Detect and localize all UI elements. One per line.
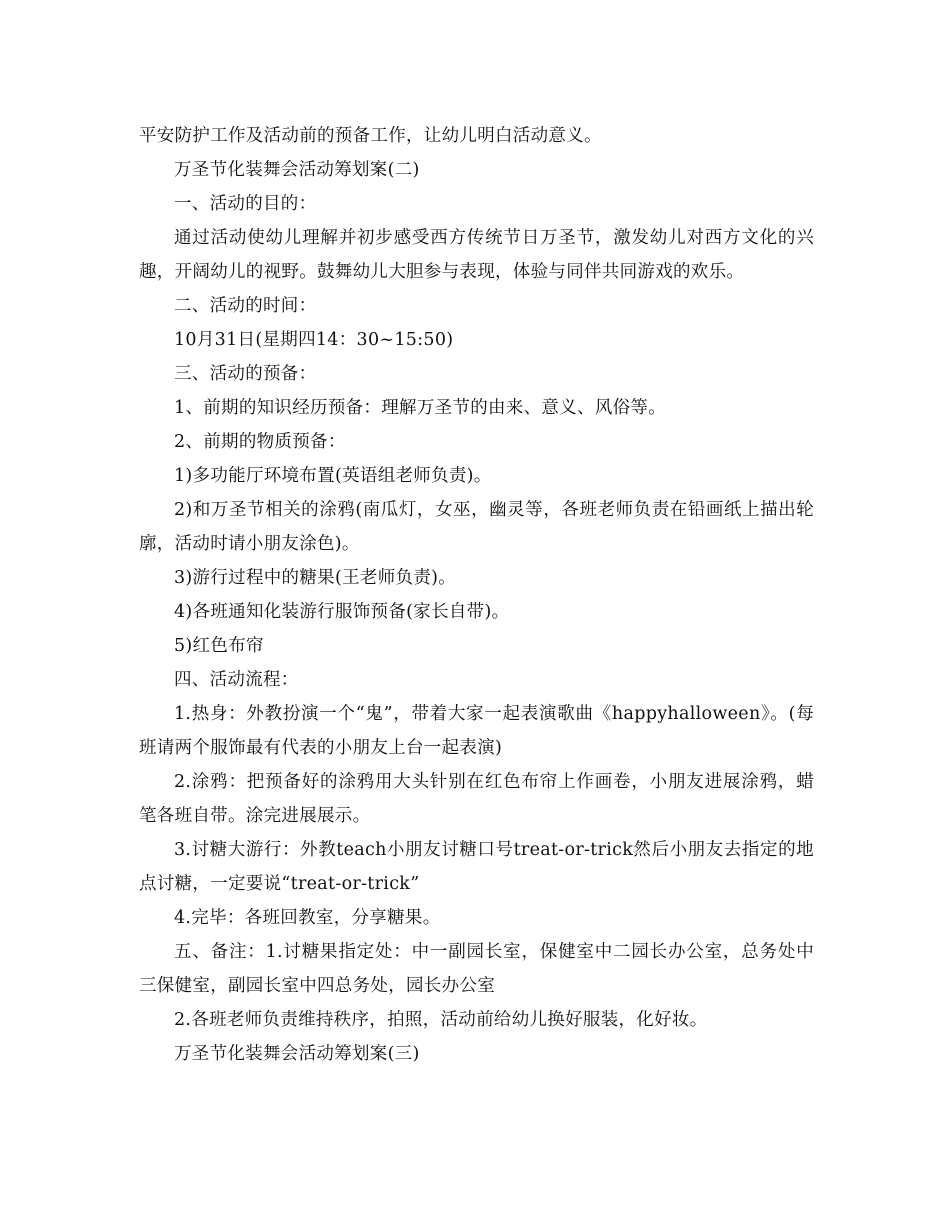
process-step-warmup: 1.热身：外教扮演一个“鬼”，带着大家一起表演歌曲《happyhalloween》。(每班请两个服饰最有代表的小朋友上台一起表演): [139, 704, 814, 758]
list-item-material-5: 5)红色布帘: [174, 636, 264, 656]
process-step-graffiti: 2.涂鸦：把预备好的涂鸦用大头针别在红色布帘上作画卷，小朋友进展涂鸦，蜡笔各班自带。涂完进展展示。: [139, 772, 814, 826]
list-item-material-3: 3)游行过程中的糖果(王老师负责)。: [174, 568, 457, 588]
paragraph-activity-purpose: 通过活动使幼儿理解并初步感受西方传统节日万圣节，激发幼儿对西方文化的兴趣，开阔幼儿的视野。鼓舞幼儿大胆参与表现，体验与同伴共同游戏的欢乐。: [139, 228, 814, 282]
document-body: [139, 119, 814, 1071]
heading-activity-preparation: 三、活动的预备：: [174, 364, 317, 384]
paragraph-intro-ending: 平安防护工作及活动前的预备工作，让幼儿明白活动意义。: [139, 126, 602, 146]
paragraph-notes: 五、备注：1.讨糖果指定处：中一副园长室，保健室中二园长办公室，总务处中三保健室，副园长室中四总务处，园长办公室: [139, 942, 814, 996]
heading-activity-process: 四、活动流程：: [174, 670, 299, 690]
process-step-candy-parade: 3.讨糖大游行：外教teach小朋友讨糖口号treat-or-trick然后小朋友去指定的地点讨糖，一定要说“treat-or-trick”: [139, 840, 814, 894]
section-title-plan-2: 万圣节化装舞会活动筹划案(二): [174, 160, 420, 180]
section-title-plan-3: 万圣节化装舞会活动筹划案(三): [174, 1044, 420, 1064]
paragraph-knowledge-preparation: 1、前期的知识经历预备：理解万圣节的由来、意义、风俗等。: [174, 398, 667, 418]
list-item-material-2: 2)和万圣节相关的涂鸦(南瓜灯，女巫，幽灵等，各班老师负责在铅画纸上描出轮廓，活动时请小朋友涂色)。: [139, 500, 814, 554]
paragraph-material-preparation: 2、前期的物质预备：: [174, 432, 346, 452]
paragraph-notes-2: 2.各班老师负责维持秩序，拍照，活动前给幼儿换好服装，化好妆。: [174, 1010, 708, 1030]
process-step-finish: 4.完毕：各班回教室，分享糖果。: [174, 908, 441, 928]
heading-activity-time: 二、活动的时间：: [174, 296, 317, 316]
paragraph-activity-time: 10月31日(星期四14：30~15:50): [174, 330, 454, 350]
list-item-material-1: 1)多功能厅环境布置(英语组老师负责)。: [174, 466, 492, 486]
list-item-material-4: 4)各班通知化装游行服饰预备(家长自带)。: [174, 602, 510, 622]
heading-activity-purpose: 一、活动的目的：: [174, 194, 317, 214]
